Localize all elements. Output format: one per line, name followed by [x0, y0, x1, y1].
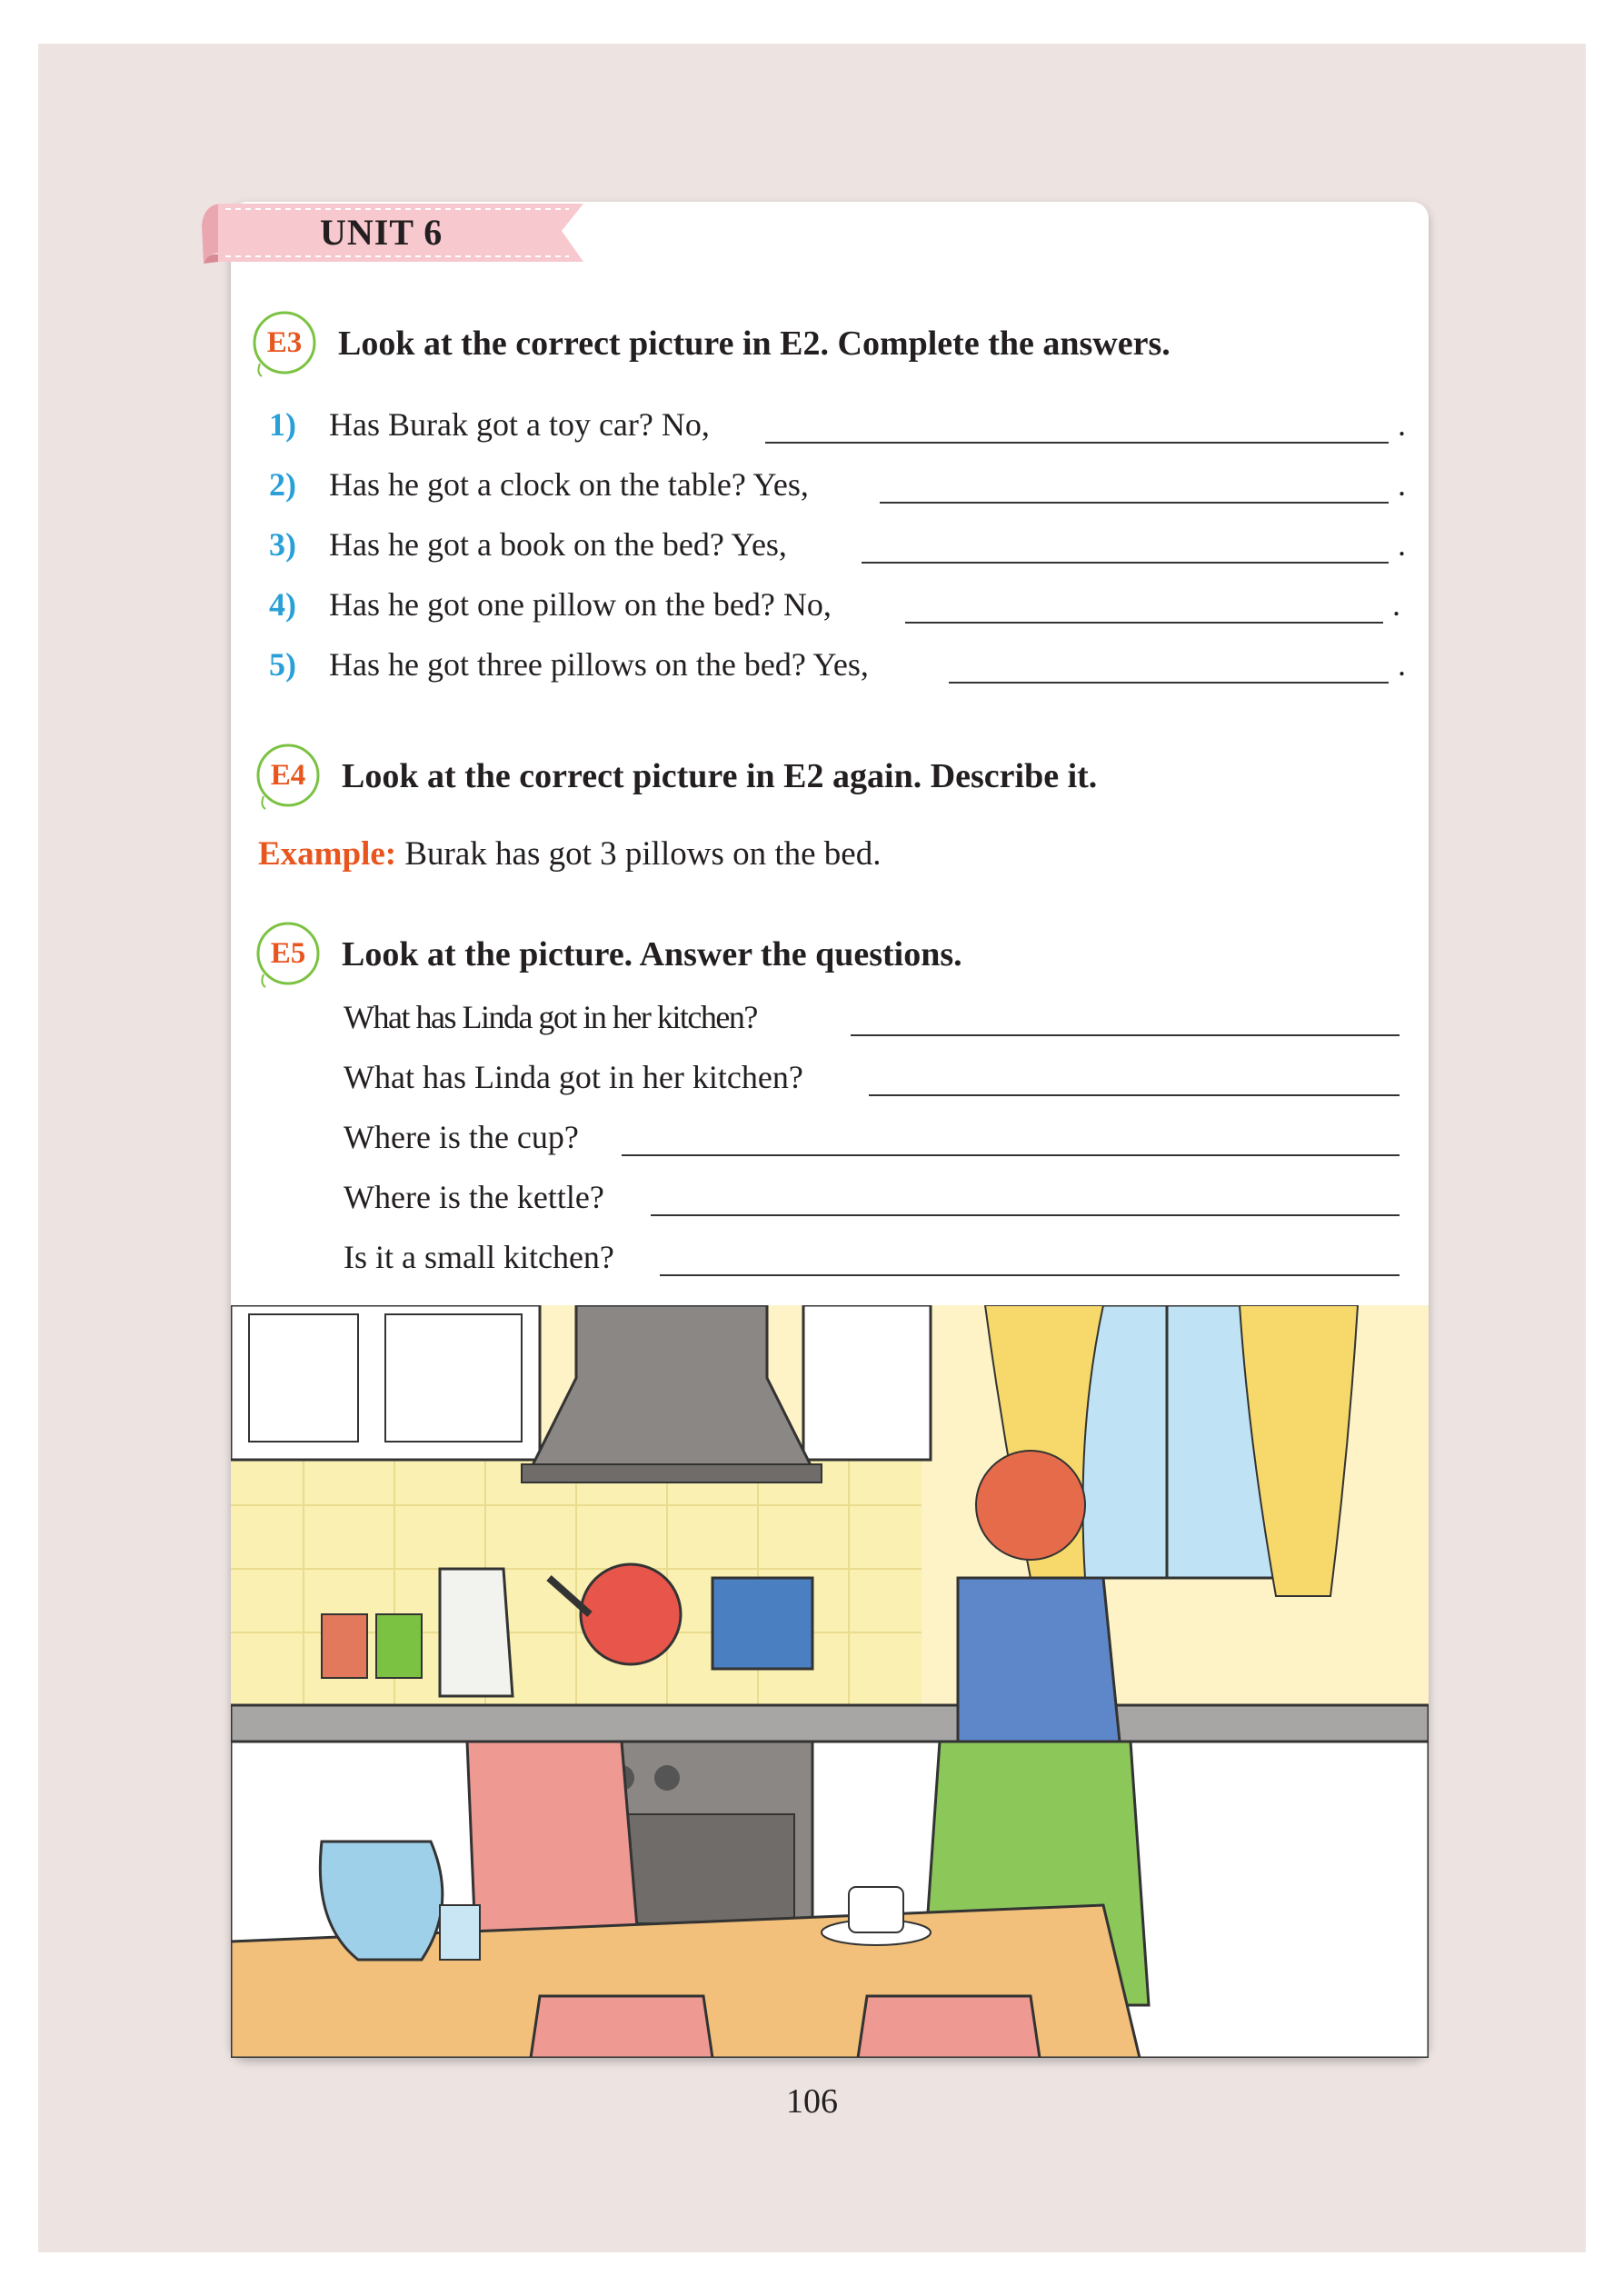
e3-item-text: Has he got a book on the bed? Yes,: [329, 526, 787, 563]
e3-item-text: Has he got a clock on the table? Yes,: [329, 466, 809, 503]
e4-example: [258, 834, 881, 873]
answer-line[interactable]: [622, 1154, 1400, 1156]
period: .: [1392, 586, 1400, 623]
e5-question: What has Linda got in her kitchen?: [344, 999, 757, 1035]
answer-line[interactable]: [949, 682, 1389, 684]
e5-heading: Look at the picture. Answer the questions.: [342, 935, 962, 973]
unit-title: UNIT 6: [320, 212, 443, 253]
e3-item-text: Has he got one pillow on the bed? No,: [329, 586, 832, 623]
period: .: [1398, 466, 1406, 503]
e3-heading: Look at the correct picture in E2. Complete the answers.: [338, 324, 1171, 363]
e3-item-text: Has he got three pillows on the bed? Yes,: [329, 646, 869, 683]
e5-question: Where is the cup?: [344, 1119, 579, 1155]
e5-badge: E5: [254, 920, 327, 993]
answer-line[interactable]: [765, 442, 1389, 444]
e3-item-text: Has Burak got a toy car? No,: [329, 406, 710, 443]
e3-item-number: 5): [269, 646, 296, 683]
e4-heading: Look at the correct picture in E2 again. Describe it.: [342, 757, 1098, 795]
answer-line[interactable]: [880, 502, 1389, 504]
example-text: Burak has got 3 pillows on the bed.: [396, 835, 882, 873]
page-number: 106: [786, 2082, 838, 2121]
e5-question: Where is the kettle?: [344, 1179, 604, 1215]
e3-item-number: 1): [269, 406, 296, 443]
e3-item-number: 3): [269, 526, 296, 563]
e4-badge: E4: [254, 742, 327, 814]
answer-line[interactable]: [851, 1034, 1400, 1036]
answer-line[interactable]: [660, 1274, 1400, 1276]
answer-line[interactable]: [651, 1214, 1400, 1216]
e5-question: Is it a small kitchen?: [344, 1239, 614, 1275]
e3-item-number: 2): [269, 466, 296, 503]
answer-line[interactable]: [862, 562, 1389, 564]
e3-badge: E3: [251, 309, 324, 382]
answer-line[interactable]: [905, 622, 1383, 624]
period: .: [1398, 526, 1406, 563]
period: .: [1398, 406, 1406, 443]
period: .: [1398, 646, 1406, 683]
e5-question: What has Linda got in her kitchen?: [344, 1059, 803, 1095]
kitchen-illustration: [231, 1305, 1429, 2058]
answer-line[interactable]: [869, 1094, 1400, 1096]
example-label: Example:: [258, 835, 397, 873]
e3-item-number: 4): [269, 586, 296, 623]
